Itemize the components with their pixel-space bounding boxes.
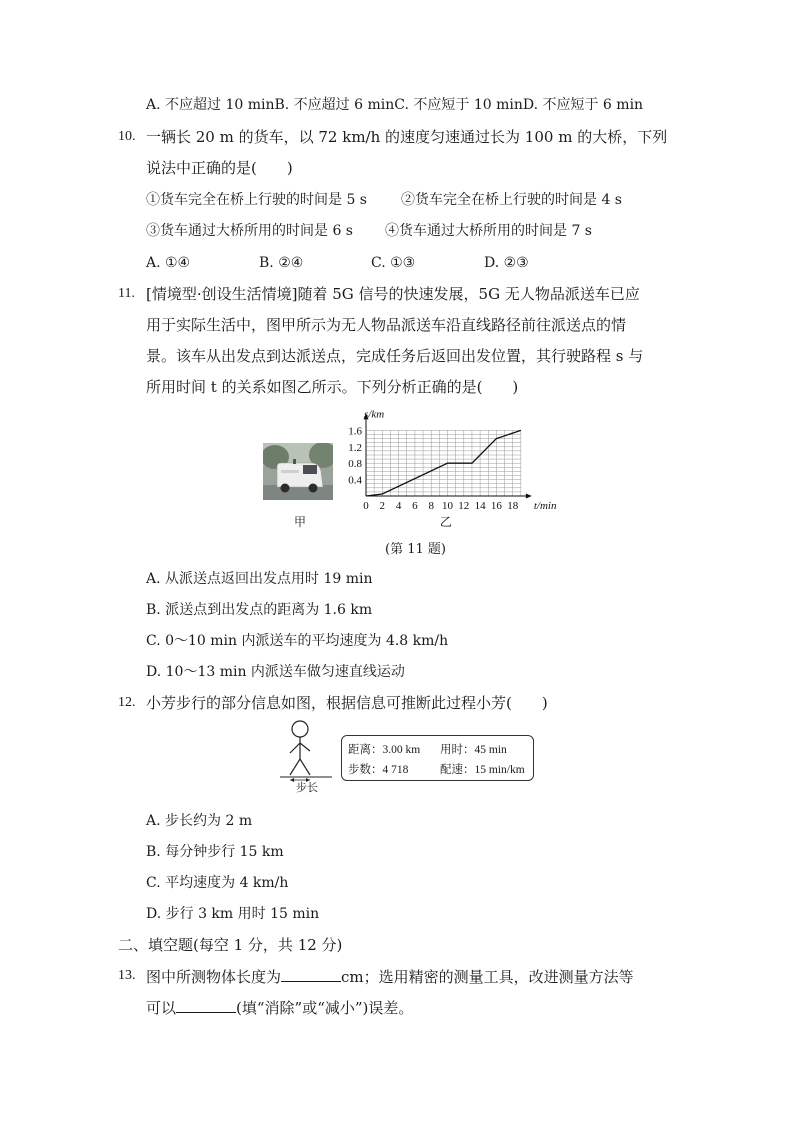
q13-line1-text-b: cm；选用精密的测量工具，改进测量方法等 xyxy=(341,968,634,986)
q9-options-line: A. 不应超过 10 minB. 不应超过 6 minC. 不应短于 10 minD. 不应短于 6 min xyxy=(146,97,644,113)
x-tick-label: 0 xyxy=(363,500,369,512)
q13-line2-text-a: 可以 xyxy=(146,999,177,1017)
y-tick-label: 0.4 xyxy=(348,474,362,487)
q13-line2 xyxy=(146,997,413,1018)
figure-label-jia: 甲 xyxy=(294,515,307,529)
q12-option-a: A. 步长约为 2 m xyxy=(146,813,253,829)
q13-line1 xyxy=(146,966,634,987)
q13-line1-text-a: 图中所测物体长度为 xyxy=(146,968,282,986)
q10-option-d: D. ②③ xyxy=(484,255,529,271)
figure-caption: (第 11 题) xyxy=(385,542,446,557)
q11-option-b: B. 派送点到出发点的距离为 1.6 km xyxy=(146,602,373,618)
st-graph xyxy=(338,404,560,528)
info-steps: 步数：4 718 xyxy=(348,764,409,776)
q11-option-c: C. 0～10 min 内派送车的平均速度为 4.8 km/h xyxy=(146,633,449,649)
q10-statement-3: ③货车通过大桥所用的时间是 6 s xyxy=(146,223,353,239)
x-tick-label: 4 xyxy=(395,500,402,512)
x-tick-label: 16 xyxy=(490,500,502,512)
x-tick-label: 14 xyxy=(474,500,486,512)
y-axis-label: s/km xyxy=(364,408,385,421)
q11-stem-line3: 景。该车从出发点到达派送点，完成任务后返回出发位置，其行驶路程 s 与 xyxy=(146,347,644,365)
walking-person-figure xyxy=(276,719,336,785)
section-title-fill-in: 二、填空题(每空 1 分，共 12 分) xyxy=(118,936,343,954)
q10-statement-4: ④货车通过大桥所用的时间是 7 s xyxy=(385,223,592,239)
q10-statement-1: ①货车完全在桥上行驶的时间是 5 s xyxy=(146,192,367,208)
y-tick-label: 0.8 xyxy=(348,458,362,471)
figure-label-yi: 乙 xyxy=(439,515,452,528)
q11-number: 11. xyxy=(118,286,135,301)
delivery-vehicle-photo xyxy=(263,443,333,500)
x-tick-label: 18 xyxy=(507,500,519,512)
step-length-label: 步长 xyxy=(296,781,318,794)
q10-option-c: C. ①③ xyxy=(371,255,416,271)
q13-number: 13. xyxy=(118,968,136,983)
x-tick-label: 12 xyxy=(458,500,470,512)
q11-stem-line1: [情境型·创设生活情境]随着 5G 信号的快速发展，5G 无人物品派送车已应 xyxy=(146,285,640,303)
q12-number: 12. xyxy=(118,695,136,710)
q12-stem: 小芳步行的部分信息如图，根据信息可推断此过程小芳( ) xyxy=(146,694,548,712)
x-axis-label: t/min xyxy=(533,500,557,512)
x-tick-label: 2 xyxy=(379,500,386,512)
y-tick-label: 1.2 xyxy=(348,441,362,454)
q10-number: 10. xyxy=(118,129,136,144)
y-tick-label: 1.6 xyxy=(348,425,362,438)
q10-option-a: A. ①④ xyxy=(146,255,191,271)
q11-stem-line4: 所用时间 t 的关系如图乙所示。下列分析正确的是( ) xyxy=(146,378,519,396)
q12-option-d: D. 步行 3 km 用时 15 min xyxy=(146,906,320,922)
x-tick-label: 10 xyxy=(442,500,453,512)
q10-option-b: B. ②④ xyxy=(259,255,304,271)
x-tick-label: 8 xyxy=(428,500,434,512)
q13-blank-error[interactable] xyxy=(176,997,236,1013)
info-pace: 配速：15 min/km xyxy=(440,764,525,776)
q10-stem-line1: 一辆长 20 m 的货车，以 72 km/h 的速度匀速通过长为 100 m 的大桥，下列 xyxy=(146,128,668,146)
q13-blank-length[interactable] xyxy=(281,966,341,982)
q10-stem-line2: 说法中正确的是( ) xyxy=(146,159,293,177)
q13-line2-text-b: (填“消除”或“减小”)误差。 xyxy=(236,999,414,1017)
info-distance: 距离：3.00 km xyxy=(348,744,421,756)
q10-statement-2: ②货车完全在桥上行驶的时间是 4 s xyxy=(401,192,622,208)
q11-option-d: D. 10～13 min 内派送车做匀速直线运动 xyxy=(146,664,405,680)
q11-stem-line2: 用于实际生活中，图甲所示为无人物品派送车沿直线路径前往派送点的情 xyxy=(146,316,627,334)
q12-option-b: B. 每分钟步行 15 km xyxy=(146,844,284,860)
q12-option-c: C. 平均速度为 4 km/h xyxy=(146,875,289,891)
walking-info-panel xyxy=(341,735,534,781)
info-time: 用时：45 min xyxy=(440,744,507,756)
x-tick-label: 6 xyxy=(412,500,418,512)
q11-option-a: A. 从派送点返回出发点用时 19 min xyxy=(146,571,373,587)
x-axis-arrow xyxy=(526,494,532,499)
